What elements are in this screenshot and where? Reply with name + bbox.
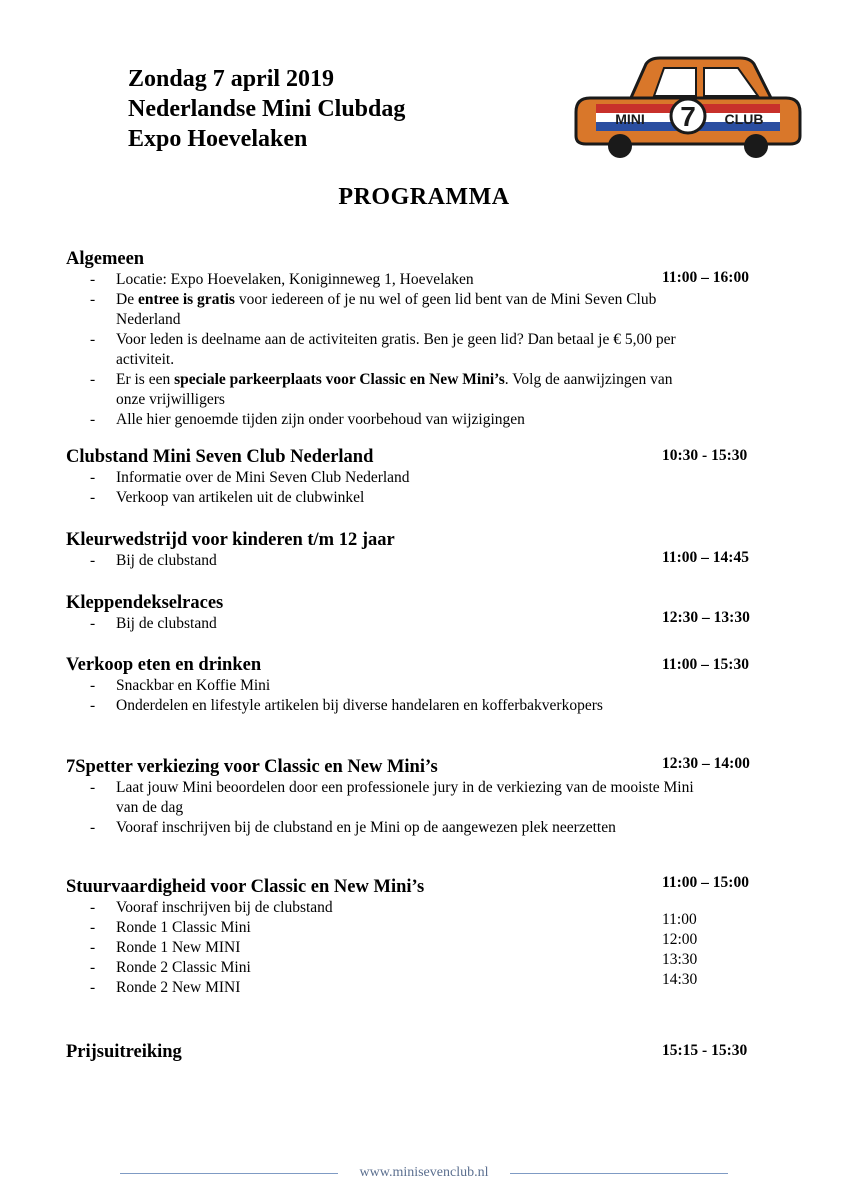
event-date: Zondag 7 april 2019 (128, 66, 335, 92)
dash-bullet: - (90, 677, 96, 694)
footer-url[interactable]: www.minisevenclub.nl (359, 1165, 489, 1180)
section-items (66, 898, 836, 998)
dash-bullet: - (90, 615, 96, 632)
dash-bullet: - (90, 489, 96, 506)
item-text: Ronde 2 New MINI (116, 979, 241, 996)
mini-car-icon (568, 50, 808, 160)
list-item (66, 958, 698, 978)
section-title: Clubstand Mini Seven Club Nederland (66, 447, 374, 467)
section-time: 11:00 – 16:00 (662, 269, 749, 286)
list-item (66, 614, 698, 634)
program-title: PROGRAMMA (338, 184, 510, 210)
item-text: Bij de clubstand (116, 615, 217, 632)
dash-bullet: - (90, 697, 96, 714)
dash-bullet: - (90, 899, 96, 916)
item-text-pre: Er is een (116, 371, 175, 388)
dash-bullet: - (90, 939, 96, 956)
section-title: Verkoop eten en drinken (66, 655, 262, 675)
dash-bullet: - (90, 979, 96, 996)
list-item (66, 410, 698, 430)
list-item (66, 696, 698, 716)
section-items (66, 468, 836, 508)
section-title: Stuurvaardigheid voor Classic en New Mini’s (66, 877, 425, 897)
footer-rule-right (510, 1173, 728, 1174)
item-text: Voor leden is deelname aan de activiteiten gratis. Ben je geen lid? Dan betaal je € 5,00 per activiteit. (116, 331, 676, 368)
dash-bullet: - (90, 271, 96, 288)
item-text: Vooraf inschrijven bij de clubstand (116, 899, 333, 916)
round-time: 12:00 (662, 931, 698, 948)
section-title: Kleppendekselraces (66, 593, 224, 613)
section-items (66, 778, 836, 838)
item-text: Snackbar en Koffie Mini (116, 677, 271, 694)
event-header (128, 64, 405, 154)
mini-seven-club-logo (568, 50, 808, 160)
list-item (66, 938, 698, 958)
section-time: 10:30 - 15:30 (662, 447, 748, 464)
dash-bullet: - (90, 959, 96, 976)
section-title: Prijsuitreiking (66, 1042, 182, 1062)
event-venue: Expo Hoevelaken (128, 126, 308, 152)
dash-bullet: - (90, 919, 96, 936)
list-item (66, 778, 698, 818)
list-item (66, 330, 698, 370)
section (66, 876, 836, 998)
dash-bullet: - (90, 469, 96, 486)
list-item (66, 918, 698, 938)
section-time: 12:30 – 13:30 (662, 609, 750, 626)
footer (120, 1163, 728, 1183)
section-title: Kleurwedstrijd voor kinderen t/m 12 jaar (66, 530, 395, 550)
list-item (66, 898, 698, 918)
section-time: 11:00 – 14:45 (662, 549, 749, 566)
dash-bullet: - (90, 291, 96, 308)
list-item (66, 978, 698, 998)
dash-bullet: - (90, 331, 96, 348)
section-time: 15:15 - 15:30 (662, 1042, 748, 1059)
logo-text-mini: MINI (615, 111, 645, 127)
dash-bullet: - (90, 411, 96, 428)
item-text: Ronde 1 Classic Mini (116, 919, 251, 936)
list-item (66, 468, 698, 488)
round-times (662, 910, 697, 990)
item-text: Alle hier genoemde tijden zijn onder voorbehoud van wijzigingen (116, 411, 525, 428)
item-text: Bij de clubstand (116, 552, 217, 569)
section-items (66, 270, 836, 430)
list-item (66, 676, 698, 696)
section-title: 7Spetter verkiezing voor Classic en New Mini’s (66, 757, 438, 777)
item-text-post: . Volg de aanwijzingen van onze vrijwilligers (116, 371, 673, 408)
dash-bullet: - (90, 371, 96, 388)
item-text-pre: De (116, 291, 138, 308)
item-text: Laat jouw Mini beoordelen door een professionele jury in de verkiezing van de mooiste Mini van de dag (116, 779, 694, 816)
section-time: 11:00 – 15:00 (662, 874, 749, 891)
list-item (66, 488, 698, 508)
item-text-post: voor iedereen of je nu wel of geen lid bent van de Mini Seven Club Nederland (116, 291, 657, 328)
dash-bullet: - (90, 819, 96, 836)
item-text: Ronde 1 New MINI (116, 939, 241, 956)
section-title: Algemeen (66, 249, 145, 269)
item-text: Onderdelen en lifestyle artikelen bij diverse handelaren en kofferbakverkopers (116, 697, 603, 714)
list-item (66, 551, 698, 571)
event-name: Nederlandse Mini Clubdag (128, 96, 406, 122)
logo-text-club: CLUB (724, 111, 764, 127)
item-text-bold: speciale parkeerplaats voor Classic en New Mini’s (174, 371, 505, 388)
logo-number: 7 (680, 101, 696, 132)
item-text: Locatie: Expo Hoevelaken, Koniginneweg 1, Hoevelaken (116, 271, 474, 288)
round-time: 14:30 (662, 971, 698, 988)
round-time: 11:00 (662, 911, 697, 928)
item-text: Informatie over de Mini Seven Club Nederland (116, 469, 410, 486)
section-time: 11:00 – 15:30 (662, 656, 749, 673)
item-text: Verkoop van artikelen uit de clubwinkel (116, 489, 365, 506)
list-item (66, 270, 698, 290)
dash-bullet: - (90, 552, 96, 569)
item-text: Vooraf inschrijven bij de clubstand en je Mini op de aangewezen plek neerzetten (116, 819, 616, 836)
list-item (66, 370, 698, 410)
section-time: 12:30 – 14:00 (662, 755, 750, 772)
list-item (66, 290, 698, 330)
section-items (66, 676, 836, 716)
dash-bullet: - (90, 779, 96, 796)
item-text: Ronde 2 Classic Mini (116, 959, 251, 976)
list-item (66, 818, 698, 838)
round-time: 13:30 (662, 951, 698, 968)
item-text-bold: entree is gratis (137, 291, 235, 308)
